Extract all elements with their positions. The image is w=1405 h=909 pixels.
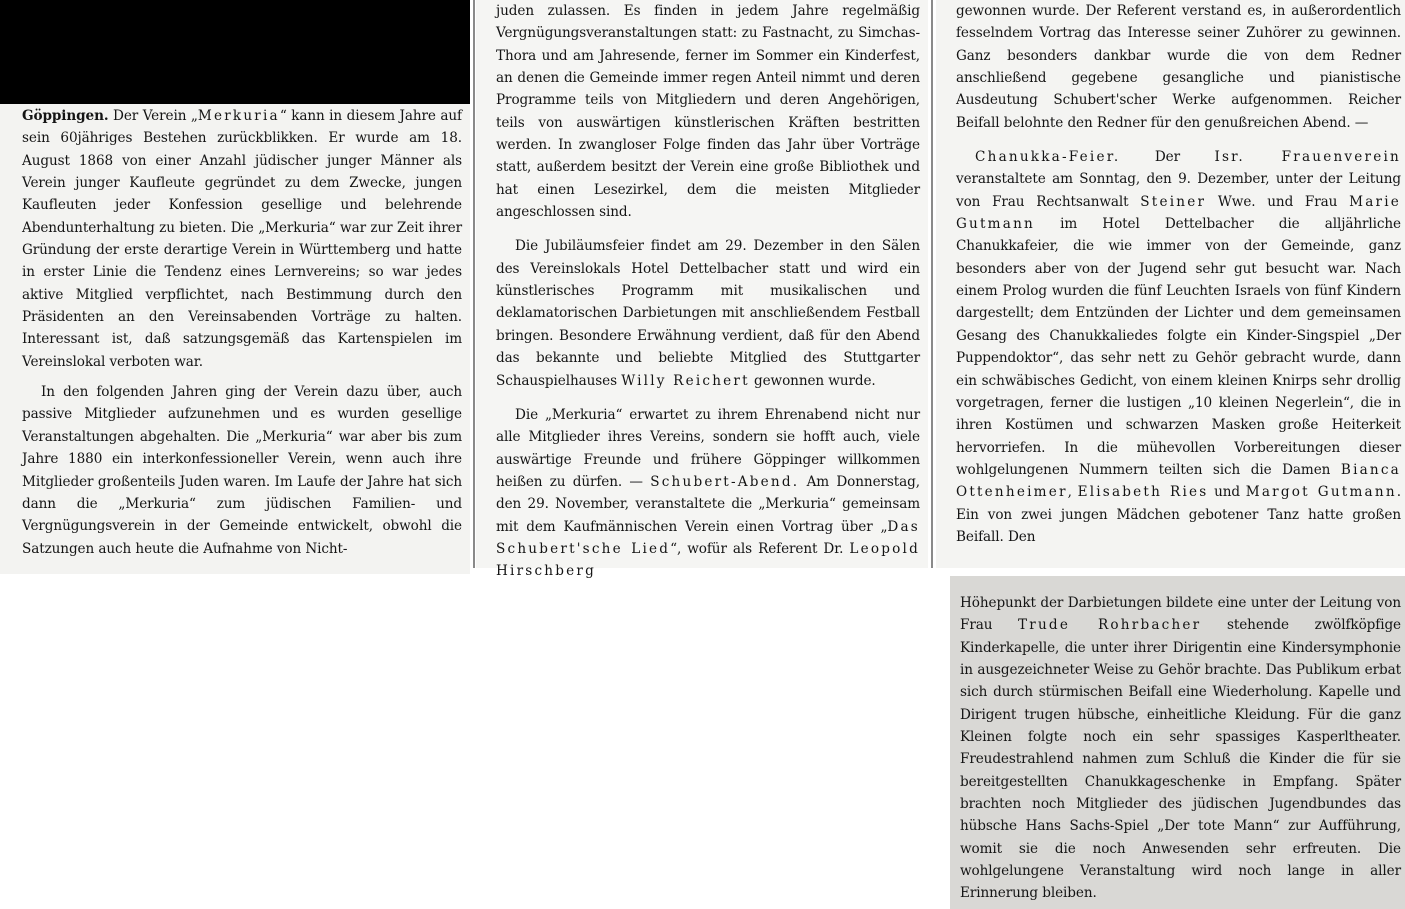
column-1 xyxy=(0,104,470,574)
spaced-name: Steiner xyxy=(1140,193,1207,210)
paragraph: gewonnen wurde. Der Referent verstand es, in außerordentlich fesselndem Vortrag das Interesse seiner Zuhörer zu gewinnen. Ganz besonders dankbar wurde die von dem Redner anschließend gegebene gesangliche und pianistische Ausdeutung Schubert'scher Werke aufgenommen. Reicher Beifall belohnte den Redner für den genußreichen Abend. — xyxy=(956,3,1401,131)
column-rule xyxy=(931,0,933,568)
text-run: Der Verein „ xyxy=(108,108,198,124)
text-run: Am Donnerstag, den 29. November, veranstaltete die „Merkuria“ gemeinsam mit dem Kaufmännischen Verein einen Vortrag über „ xyxy=(496,473,920,535)
paragraph: In den folgenden Jahren ging der Verein dazu über, auch passive Mitglieder aufzunehmen und es wurden gesellige Veranstaltungen abgehalten. Die „Merkuria“ war aber bis zum Jahre 1880 ein interkonfessioneller Verein, wenn auch ihre Mitglieder großenteils Juden waren. Im Laufe der Jahre hat sich dann die „Merkuria“ zum jüdischen Familien- und Vergnügungsverein in der Gemeinde entwickelt, obwohl die Satzungen auch heute die Aufnahme von Nicht- xyxy=(22,384,462,557)
spaced-name: Leopold Hirschberg xyxy=(496,540,920,580)
text-run: stehende zwölfköpfige Kinderkapelle, die unter ihrer Dirigentin eine Kindersymphonie in ausgezeichneter Weise zu Gehör brachte. Das Publikum erbat sich durch stürmischen Beifall eine Wiederholung. Kapelle und Dirigent trugen hübsche, einheitliche Kleidung. Für die ganz Kleinen folgte noch ein sehr spassiges Kasperltheater. Freudestrahlend nahmen zum Schluß die Kinder die für sie bereitgestellten Chanukkageschenke in Empfang. Später brachten noch Mitglieder des jüdischen Jugendbundes das hübsche Hans Sachs-Spiel „Der tote Mann“ zur Aufführung, womit sie die noch Anwesenden sehr erfreuten. Die wohlgelungene Veranstaltung wird noch lange in aller Erinnerung bleiben. xyxy=(960,617,1401,902)
paragraph xyxy=(496,404,920,583)
column-3 xyxy=(936,0,1405,568)
column-2 xyxy=(476,0,928,580)
column-rule xyxy=(473,0,475,568)
paragraph xyxy=(496,235,920,391)
text-run: Die Jubiläumsfeier findet am 29. Dezember in den Sälen des Vereinslokals Hotel Dettelbacher statt und wird ein künstlerisches Programm mit musikalischen und deklamatorischen Darbietungen mit anschließendem Festball bringen. Besondere Erwähnung verdient, daß für den Abend das bekannte und beliebte Mitglied des Stuttgarter Schauspielhauses xyxy=(496,238,920,389)
spaced-name: Elisabeth Ries xyxy=(1077,484,1209,501)
text-run: und xyxy=(1208,484,1246,501)
text-run: im Hotel Dettelbacher die alljährliche Chanukkafeier, die wie immer von der Gemeinde, ganz besonders aber von der Jugend sehr gut besucht war. Nach einem Prolog wurden die fünf Leuchten Israels von fünf Kindern dargestellt; dem Entzünden der Lichter und dem gemeinsamen Gesang des Chanukkaliedes folgte ein Kinder-Singspiel „Der Puppendoktor“, das sehr nett zu Gehör gebracht wurde, dann ein schwäbisches Gedicht, von einem kleinen Knirps sehr drollig vorgetragen, ferner die lustigen „10 kleinen Negerlein“, die in ihren Kostümen und schwarzen Masken große Heiterkeit hervorriefen. In die mühevollen Vorbereitungen dieser wohlgelungenen Nummern teilten sich die Damen xyxy=(956,216,1401,478)
spaced-name: Trude Rohrbacher xyxy=(1018,617,1202,634)
text-run: Wwe. und Frau xyxy=(1206,193,1350,210)
lecture-title: Das Schubert'sche Lied xyxy=(496,518,920,557)
text-run: veranstaltete am Sonntag, den 9. Dezember, unter der Leitung von Frau Rechtsanwalt xyxy=(956,171,1401,210)
spaced-name: Marie Gutmann xyxy=(956,193,1402,233)
column-4-continuation xyxy=(950,576,1405,909)
spaced-name: Merkuria xyxy=(197,108,280,124)
paragraph xyxy=(956,146,1401,548)
text-run: Die „Merkuria“ erwartet zu ihrem Ehrenabend nicht nur alle Mitglieder ihres Vereins, sondern sie hofft auch, viele auswärtige Freunde und frühere Göppinger willkommen heißen zu dürfen. — xyxy=(496,406,920,490)
place-heading: Göppingen. xyxy=(22,108,109,124)
text-run: gewonnen wurde. xyxy=(749,372,876,389)
section-title: Chanukka-Feier. xyxy=(975,149,1121,166)
text-run: “, wofür als Referent Dr. xyxy=(670,540,850,557)
paragraph: juden zulassen. Es finden in jedem Jahre regelmäßig Vergnügungsveranstaltungen statt: zu Fastnacht, zu Simchas-Thora und am Jahresende, ferner im Sommer ein Kinderfest, an denen die Gemeinde immer regen Anteil nimmt und deren Programme teils von Mitgliedern und deren Angehörigen, teils von auswärtigen künstlerischen Kräften bestritten werden. In zwangloser Folge finden das Jahr über Vorträge statt, außerdem besitzt der Verein eine große Bibliothek und hat einen Lesezirkel, dem die meisten Mitglieder angeschlossen sind. xyxy=(496,3,920,221)
text-run: Höhepunkt der Darbietungen bildete eine unter der Leitung von Frau xyxy=(960,595,1401,634)
text-run: “ kann in diesem Jahre auf sein 60jähriges Bestehen zurückblikken. Er wurde am 18. August 1868 von einer Anzahl jüdischer junger Männer als Verein junger Kaufleute gegründet zu dem Zwecke, jungen Kaufleuten jeder Konfession gesellige und belehrende Abendunterhaltung zu bieten. Die „Merkuria“ war zur Zeit ihrer Gründung der erste derartige Verein in Württemberg und hatte in erster Linie die Tendenz eines Lernvereins; so war jedes aktive Mitglied verpflichtet, nach Bestimmung durch den Präsidenten an den Vereinsabenden Vorträge zu halten. Interessant ist, daß satzungsgemäß das Kartenspielen im Vereinslokal verboten war. xyxy=(22,108,462,370)
text-run: , xyxy=(1067,484,1078,501)
black-redaction-block xyxy=(0,0,470,104)
paragraph xyxy=(960,592,1401,905)
text-run: . Ein von zwei jungen Mädchen gebotener Tanz hatte großen Beifall. Den xyxy=(956,484,1402,545)
section-title: Schubert-Abend. xyxy=(650,473,800,490)
spaced-name: Bianca Ottenheimer xyxy=(956,461,1401,501)
paragraph xyxy=(22,105,462,373)
spaced-name: Margot Gutmann xyxy=(1245,484,1397,501)
spaced-name: Willy Reichert xyxy=(621,372,750,389)
spaced-name: Isr. Frauenverein xyxy=(1214,149,1401,166)
text-run: Der xyxy=(1120,149,1215,166)
